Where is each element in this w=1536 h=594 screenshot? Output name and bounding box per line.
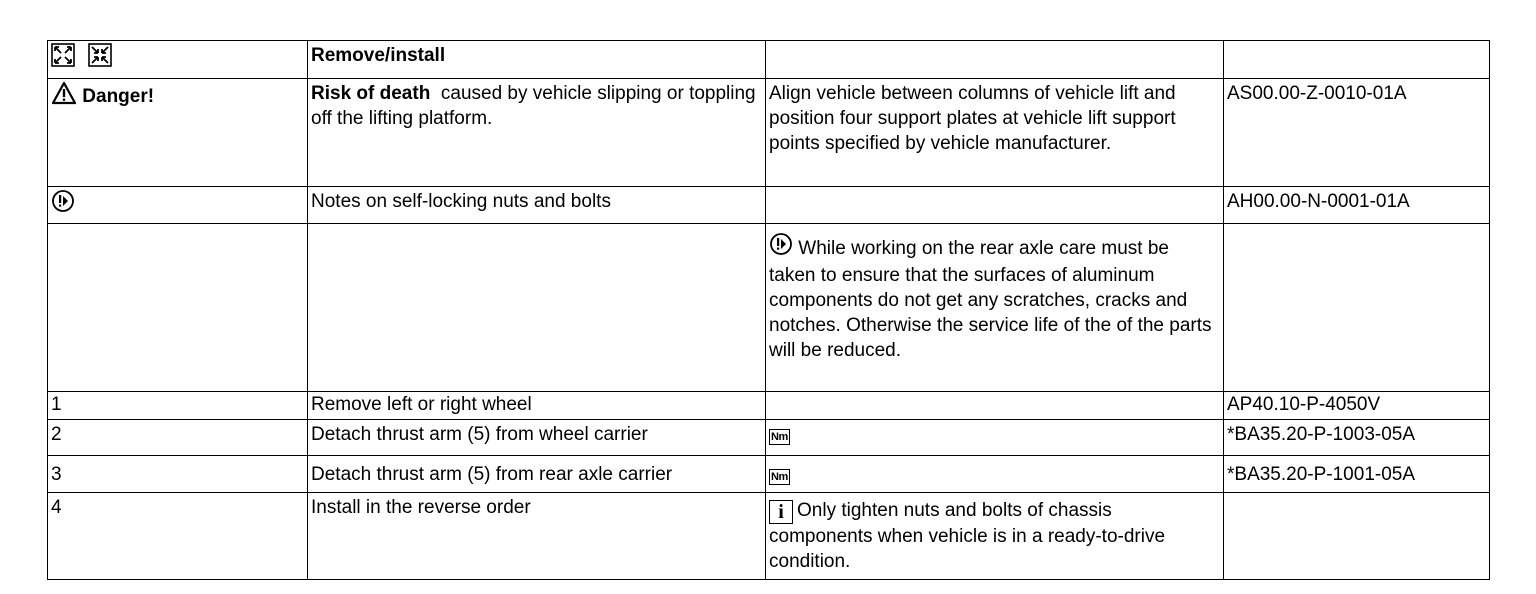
cell-step-text: Install in the reverse order [308,493,766,580]
cell-step-text: Detach thrust arm (5) from wheel carrier [308,420,766,456]
risk-text: caused by vehicle slipping or toppling off the lifting platform. [311,83,756,129]
warning-triangle-icon [51,81,77,112]
cell-step-number: 3 [48,456,308,493]
expand-arrows-icon [51,43,75,74]
cell-step-title: Remove/install [308,41,766,79]
info-text: Only tighten nuts and bolts of chassis components when vehicle is in a ready-to-drive condition. [769,500,1166,572]
cell-note [766,41,1224,79]
collapse-arrows-icon [88,43,112,74]
table-row [48,420,1490,456]
table-row [48,224,1490,392]
cell-reference: AP40.10-P-4050V [1224,392,1490,420]
danger-cell [48,79,308,187]
cell-note [766,392,1224,420]
cell-step-number: 4 [48,493,308,580]
note-icon-cell [48,187,308,224]
cell-step-text: Remove left or right wheel [308,392,766,420]
cell-note [766,420,1224,456]
danger-label: Danger! [82,86,155,107]
table-row [48,493,1490,580]
procedure-table [47,40,1490,580]
table-row [48,392,1490,420]
cell-step-text: Notes on self-locking nuts and bolts [308,187,766,224]
cell-step-text: Detach thrust arm (5) from rear axle carrier [308,456,766,493]
row-icons-cell [48,41,308,79]
table-row [48,187,1490,224]
table-row [48,79,1490,187]
cell-step-number: 1 [48,392,308,420]
torque-nm-icon: Nm [771,471,788,483]
cell-reference [1224,41,1490,79]
note-text: While working on the rear axle care must be taken to ensure that the surfaces of aluminum components do not get any scratches, cracks and notches. Otherwise the service life of the of the parts will be reduced. [769,238,1212,361]
cell-reference [1224,224,1490,392]
cell-step-number: 2 [48,420,308,456]
cell-step-number [48,224,308,392]
cell-reference: AS00.00-Z-0010-01A [1224,79,1490,187]
table-row [48,41,1490,79]
cell-reference: AH00.00-N-0001-01A [1224,187,1490,224]
info-box-icon: i [769,500,793,524]
cell-reference: *BA35.20-P-1003-05A [1224,420,1490,456]
torque-nm-icon: Nm [771,431,788,443]
cell-note: Align vehicle between columns of vehicle lift and position four support plates at vehicle lift support points specified by vehicle manufacturer. [766,79,1224,187]
risk-label: Risk of death [311,83,431,104]
cell-note [766,187,1224,224]
note-circle-icon [51,189,75,220]
table-row [48,456,1490,493]
note-circle-icon [769,232,793,263]
cell-reference [1224,493,1490,580]
cell-note [766,224,1224,392]
cell-step-text [308,224,766,392]
cell-note [766,456,1224,493]
cell-step-text [308,79,766,187]
cell-note [766,493,1224,580]
cell-reference: *BA35.20-P-1001-05A [1224,456,1490,493]
